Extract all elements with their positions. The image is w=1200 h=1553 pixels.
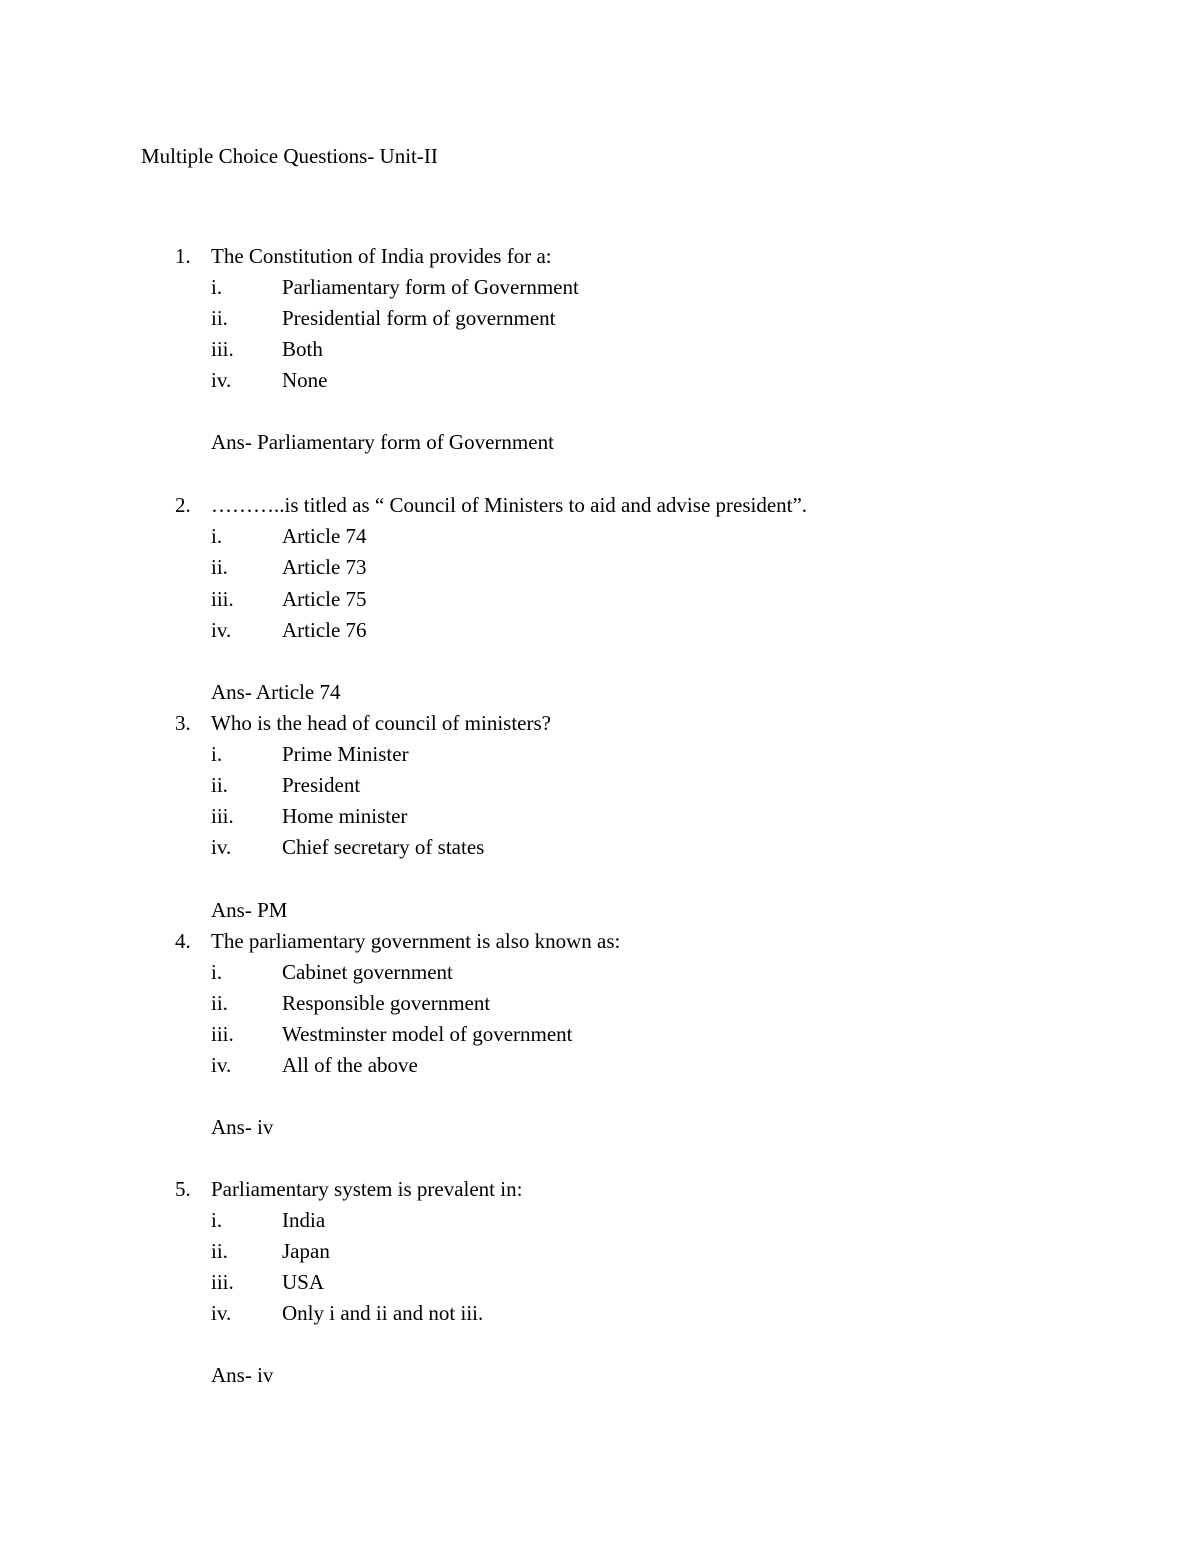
option-text: Prime Minister [282,742,409,766]
question-text: The Constitution of India provides for a: [211,244,552,268]
option-text: Article 74 [282,524,367,548]
question-text: The parliamentary government is also known as: [211,929,621,953]
option-text: Responsible government [282,991,491,1015]
question-text: Parliamentary system is prevalent in: [211,1177,523,1201]
option-row [0,1205,1200,1236]
option-row [0,770,1200,801]
answer-text: Ans- Parliamentary form of Government [211,430,554,454]
option-number: ii. [211,1239,228,1263]
option-text: None [282,368,328,392]
option-row [0,615,1200,646]
answer-line [0,895,1200,926]
option-number: ii. [211,555,228,579]
question-number: 2. [175,493,191,517]
question-line [0,708,1200,739]
question-text: ………..is titled as “ Council of Ministers to aid and advise president”. [211,493,808,517]
option-row [0,365,1200,396]
option-row [0,552,1200,583]
question-text: Who is the head of council of ministers? [211,711,551,735]
option-row [0,1019,1200,1050]
option-text: All of the above [282,1053,418,1077]
option-number: i. [211,960,223,984]
option-number: iii. [211,1022,234,1046]
option-text: Only i and ii and not iii. [282,1301,484,1325]
option-text: USA [282,1270,325,1294]
question-line [0,1174,1200,1205]
question-number: 5. [175,1177,191,1201]
option-row [0,272,1200,303]
option-text: Article 73 [282,555,367,579]
question-line [0,490,1200,521]
option-row [0,1298,1200,1329]
option-row [0,334,1200,365]
question-line [0,926,1200,957]
option-number: iv. [211,618,232,642]
option-text: Chief secretary of states [282,835,485,859]
option-number: iv. [211,1053,232,1077]
option-row [0,584,1200,615]
option-text: Japan [282,1239,330,1263]
option-number: i. [211,524,223,548]
question-number: 4. [175,929,191,953]
option-text: Presidential form of government [282,306,556,330]
answer-text: Ans- Article 74 [211,680,341,704]
option-text: Both [282,337,323,361]
option-text: Article 76 [282,618,367,642]
option-row [0,801,1200,832]
question-number: 3. [175,711,191,735]
answer-text: Ans- iv [211,1363,274,1387]
answer-line [0,677,1200,708]
option-number: iii. [211,1270,234,1294]
option-row [0,1267,1200,1298]
option-number: iv. [211,1301,232,1325]
question-line [0,241,1200,272]
option-number: i. [211,742,223,766]
option-text: Home minister [282,804,408,828]
option-number: i. [211,275,223,299]
document-title: Multiple Choice Questions- Unit-II [141,144,438,168]
option-row [0,832,1200,863]
option-text: President [282,773,361,797]
option-text: Cabinet government [282,960,453,984]
option-text: Article 75 [282,587,367,611]
option-row [0,988,1200,1019]
option-row [0,1236,1200,1267]
answer-line [0,427,1200,458]
answer-text: Ans- PM [211,898,288,922]
answer-text: Ans- iv [211,1115,274,1139]
option-row [0,957,1200,988]
option-number: i. [211,1208,223,1232]
option-text: India [282,1208,326,1232]
option-row [0,739,1200,770]
question-number: 1. [175,244,191,268]
option-number: iv. [211,368,232,392]
option-number: ii. [211,991,228,1015]
answer-line [0,1360,1200,1391]
option-number: ii. [211,306,228,330]
answer-line [0,1112,1200,1143]
option-number: iv. [211,835,232,859]
option-number: iii. [211,587,234,611]
option-text: Westminster model of government [282,1022,573,1046]
option-number: iii. [211,337,234,361]
option-text: Parliamentary form of Government [282,275,579,299]
option-row [0,521,1200,552]
option-row [0,303,1200,334]
option-number: ii. [211,773,228,797]
option-row [0,1050,1200,1081]
option-number: iii. [211,804,234,828]
